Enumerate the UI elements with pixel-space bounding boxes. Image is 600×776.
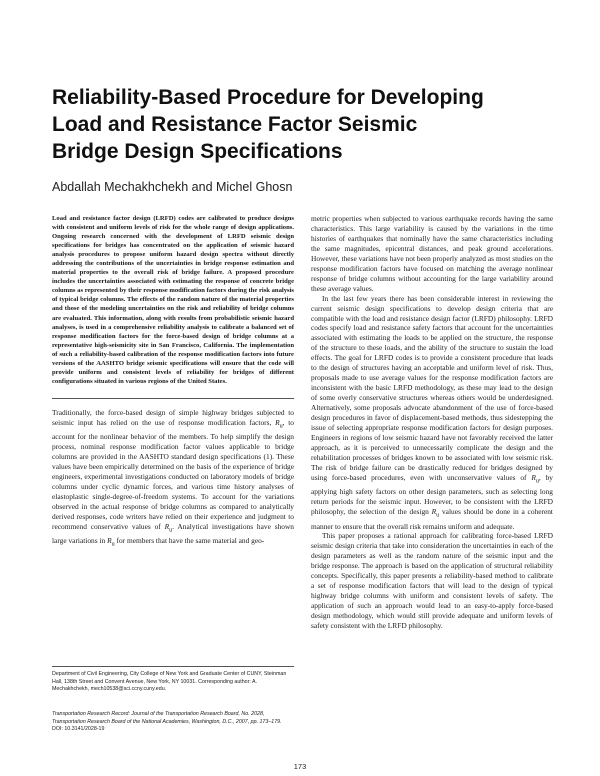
author-affiliation: Department of Civil Engineering, City College of New York and Graduate Center of CUNY, Steinman Hall, 138th Street and Convent Avenue, New York, NY 10031. Corresponding author: A. Mechakhchekh, mech10538@sci.ccny.cuny.edu.: [52, 671, 287, 693]
abstract: Load and resistance factor design (LRFD) codes are calibrated to produce designs with consistent and uniform levels of risk for the whole range of design applications. Ongoing research concerned with the development of LRFD seismic design specifications for bridges has concentrated on the application of seismic hazard analysis procedures to propose uniform hazard design spectra without directly addressing the contributions of the uncertainties in bridge response estimation and material properties to the overall risk of bridge failure. A proposed procedure includes the uncertainties associated with estimating the response of concrete bridge columns as represented by their response modification factors during the risk analysis of typical bridge columns. The effects of the random nature of the material properties and those of the modeling uncertainties on the risk and reliability of bridge columns are evaluated. This information, along with results from probabilistic seismic hazard analyses, is used in a comprehensive reliability analysis to calibrate a balanced set of response modification factors for the force-based design of bridge columns at a representative high-seismicity site in San Francisco, California. The implementation of such a reliability-based calibration of the response modification factors into future versions of the AASHTO bridge seismic specifications will ensure that the code will provide uniform and consistent levels of reliability for bridges of different configurations situated in various regions of the United States.: [52, 215, 294, 385]
doi: DOI: 10.3141/2028-19: [52, 726, 105, 733]
author-list: Abdallah Mechakhchekh and Michel Ghosn: [52, 180, 293, 194]
right-column: [311, 214, 553, 631]
footnote-divider: [52, 666, 294, 667]
r-symbol: R: [275, 417, 280, 427]
r-subscript: u: [279, 423, 283, 430]
title-line-2: Load and Resistance Factor Seismic: [52, 113, 418, 136]
body-paragraph-3: This paper proposes a rational approach for calibrating force-based LRFD seismic design criteria that take into consideration the uncertainties in each of the design parameters as well as the random nature of the seismic input and the bridge response. The approach is based on the application of structural reliability concepts. Specifically, this paper presents a reliability-based method to calibrate a set of response modification factors that will lead to the design of typical highway bridge columns with uniform and consistent levels of safety. The application of such an approach would lead to an easy-to-apply force-based design methodology, which would still provide adequate and uniform levels of safety consistent with the LRFD philosophy.: [311, 531, 553, 631]
left-column: [52, 214, 294, 551]
title-line-1: Reliability-Based Procedure for Developing: [52, 86, 484, 109]
body-paragraph-1: metric properties when subjected to various earthquake records having the same characteristics. This large variability is caused by the variations in the time histories of earthquakes that nominally have the same characteristics including the same magnitudes, epicentral distances, and peak ground accelerations. However, these variations have not been properly analyzed as most studies on the response modification factors have focused on matching the average nonlinear response of bridge columns without accounting for the large variability around these average values.: [311, 214, 553, 293]
title-line-3: Bridge Design Specifications: [52, 140, 343, 163]
page-number: 173: [293, 762, 307, 771]
paper-title: [52, 84, 572, 165]
publication-info: Transportation Research Record: Journal of the Transportation Research Board, No. 2028, Transportation Research Board of the National Academies, Washington, D.C., 2007, pp. 173–179. DOI: 10.3141/2028-19: [52, 711, 282, 733]
body-paragraph-2: In the last few years there has been considerable interest in reviewing the current seismic design specifications to develop design criteria that are compatible with the load and resistance design factor (LRFD) philosophy. LRFD codes specify load and resistance safety factors that account for the uncertainties associated with estimating the loads to be applied on the structure, the response of the structure to these loads, and the ability of the structure to sustain the load effects. The goal for LRFD codes is to provide a consistent procedure that leads to the design of structures having an acceptable and uniform level of risk. Thus, proposals made to use average values for the response modification factors are inconsistent with the basic LRFD methodology, as these may lead to the design of some overly conservative structures whereas others would be underdesigned. Alternatively, some proposals advocate abandonment of the use of force-based design procedures in favor of displacement-based methods, thus sidestepping the issue of selecting appropriate response modification factors for design purposes. Engineers in regions of low seismic hazard have not favorably received the latter approach, as it is perceived to unnecessarily complicate the design and the rehabilitation processes of bridges known to be associated with low seismic risk. The risk of bridge failure can be drastically reduced for bridges designed by using force-based procedures, even with unconservative values of $R_u$, by applying high safety factors on other design parameters, such as selecting long return periods for the seismic input. However, to be consistent with the LRFD philosophy, the selection of the design $R_u$ values should be done in a coherent manner to ensure that the overall risk remains uniform and adequate.: [311, 293, 553, 531]
introduction-paragraph: Traditionally, the force-based design of simple highway bridges subjected to seismic input has relied on the use of response modification factors, $R_u$, to account for the nonlinear behavior of the members. To help simplify the design process, nominal response modification factor values applicable to bridge columns are provided in the AASHTO standard design specifications (1). These values have been empirically determined on the basis of the experience of bridge engineers, experimental investigations conducted on laboratory models of bridge columns under cyclic dynamic forces, and various time history analyses of elastoplastic single-degree-of-freedom systems. To account for the variations observed in the actual response of bridge columns as compared to analytically derived responses, code writers have relied on their experience and judgment to recommend conservative values of $R_u$. Analytical investigations have shown large variations in $R_u$ for members that have the same material and geo-: [52, 407, 294, 548]
abstract-divider: [52, 398, 294, 399]
